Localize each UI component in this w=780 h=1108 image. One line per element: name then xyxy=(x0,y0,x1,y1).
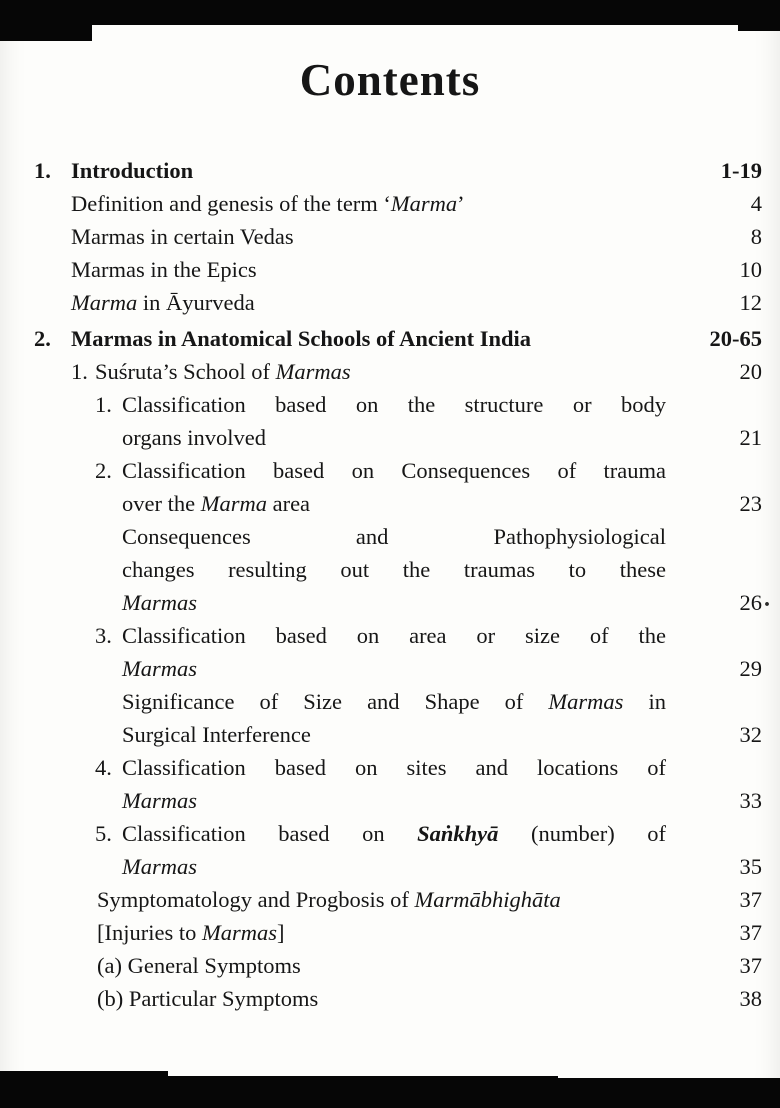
toc-entry xyxy=(0,154,780,187)
toc-entry xyxy=(0,454,780,520)
toc-entry xyxy=(0,322,780,355)
toc-entry-number: 2. xyxy=(95,458,112,483)
toc-entry xyxy=(0,520,780,619)
toc-entry-page: 8 xyxy=(750,224,762,249)
toc-entry xyxy=(0,982,780,1015)
toc-entry xyxy=(0,619,780,685)
toc-entry xyxy=(0,355,780,388)
toc-entry-number: 3. xyxy=(95,623,112,648)
toc-entry-number: 2. xyxy=(34,326,51,351)
toc-entry-text: (b) Particular Symptoms xyxy=(97,986,319,1011)
toc-entry-page: 10 xyxy=(739,257,762,282)
scan-artifact-top-left-block xyxy=(0,0,92,41)
toc-entry xyxy=(0,751,780,817)
toc-entry xyxy=(0,883,780,916)
toc-entry xyxy=(0,916,780,949)
toc-entry-page: 38 xyxy=(739,986,762,1011)
stray-ink-mark: . xyxy=(764,586,770,612)
toc-entry-text: Marmas in the Epics xyxy=(71,257,257,282)
page-title: Contents xyxy=(299,55,481,105)
toc-entry-text: Marmas in certain Vedas xyxy=(71,224,294,249)
toc-entry-page: 26 xyxy=(739,590,762,615)
toc-entry xyxy=(0,685,780,751)
toc-entry-text: Marmas in Anatomical Schools of Ancient India xyxy=(71,326,532,351)
toc-entry-page: 33 xyxy=(739,788,762,813)
toc-entry-text: (a) General Symptoms xyxy=(97,953,301,978)
toc-entry-text: Classification based on sites and locations of Marmas xyxy=(122,755,666,813)
toc-entry-number: 4. xyxy=(95,755,112,780)
toc-entry-page: 20-65 xyxy=(709,326,762,351)
toc-entry-text: Marma in Āyurveda xyxy=(71,290,255,315)
toc-entry-text: Suśruta’s School of Marmas xyxy=(95,359,351,384)
toc-entry-page: 37 xyxy=(739,920,762,945)
toc-entry-number: 1. xyxy=(71,359,88,384)
toc-entry-text: Symptomatology and Progbosis of Marmābhighāta xyxy=(97,887,561,912)
scan-artifact-top-bar xyxy=(0,0,780,25)
toc-entry-page: 29 xyxy=(739,656,762,681)
toc-entry-text: Classification based on area or size of the Marmas xyxy=(122,623,666,681)
toc-entry xyxy=(0,388,780,454)
toc-entry-text: Consequences and Pathophysiological changes resulting out the traumas to these Marmas xyxy=(122,524,666,615)
toc-entry-text: Classification based on the structure or body organs involved xyxy=(122,392,666,450)
toc-entry-page: 37 xyxy=(739,953,762,978)
toc-entry-text: [Injuries to Marmas] xyxy=(97,920,285,945)
toc-entry-page: 23 xyxy=(739,491,762,516)
toc-list xyxy=(0,154,780,1015)
toc-entry xyxy=(0,949,780,982)
toc-entry xyxy=(0,220,780,253)
toc-entry-text: Introduction xyxy=(71,158,194,183)
scan-artifact-bottom-mid-block xyxy=(168,1076,558,1108)
toc-entry-page: 37 xyxy=(739,887,762,912)
toc-entry-page: 20 xyxy=(739,359,762,384)
toc-entry xyxy=(0,286,780,319)
toc-entry xyxy=(0,253,780,286)
toc-entry-number: 5. xyxy=(95,821,112,846)
toc-entry-number: 1. xyxy=(95,392,112,417)
toc-entry-page: 35 xyxy=(739,854,762,879)
toc-entry-text: Significance of Size and Shape of Marmas in Surgical Interference xyxy=(122,689,666,747)
scan-artifact-bottom-left-block xyxy=(0,1071,168,1108)
toc-entry-number: 1. xyxy=(34,158,51,183)
toc-entry-page: 12 xyxy=(739,290,762,315)
toc-entry-page: 21 xyxy=(739,425,762,450)
toc-entry xyxy=(0,187,780,220)
toc-entry-page: 32 xyxy=(739,722,762,747)
toc-entry-page: 1-19 xyxy=(720,158,762,183)
toc-entry-text: Classification based on Saṅkhyā (number) of Marmas xyxy=(122,821,666,879)
scan-artifact-top-right-block xyxy=(738,0,780,31)
toc-entry-text: Classification based on Consequences of trauma over the Marma area xyxy=(122,458,666,516)
toc-entry-page: 4 xyxy=(750,191,762,216)
toc-entry xyxy=(0,817,780,883)
toc-entry-text: Definition and genesis of the term ‘Marma’ xyxy=(71,191,465,216)
